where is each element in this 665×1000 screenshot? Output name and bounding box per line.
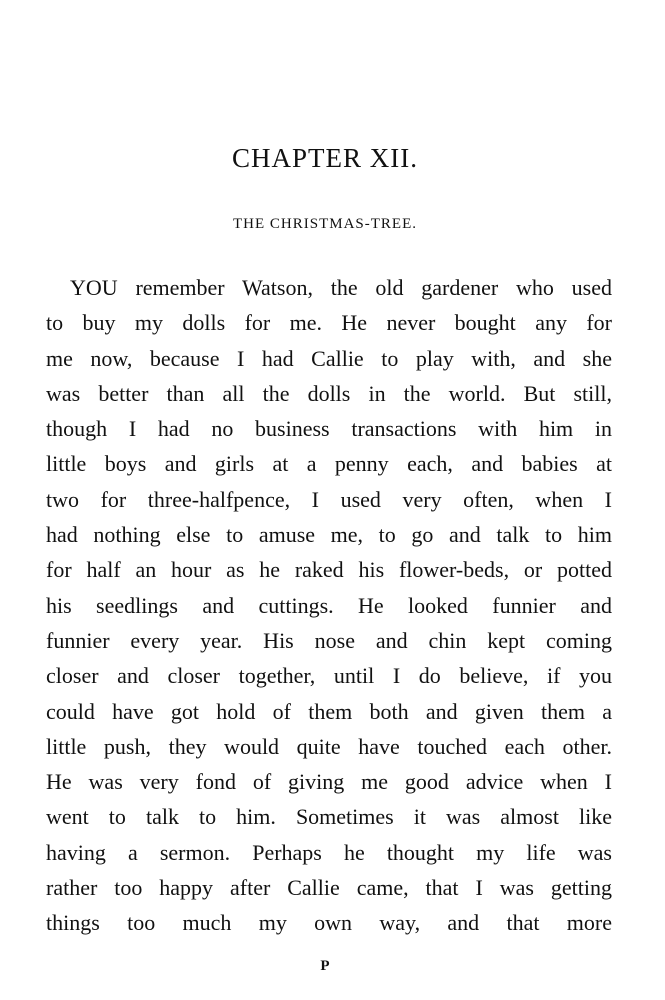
- text-line: He was very fond of giving me good advice when I: [46, 769, 612, 795]
- text-line: to buy my dolls for me. He never bought any for: [46, 310, 612, 336]
- chapter-title: CHAPTER XII.: [232, 143, 418, 173]
- text-line: had nothing else to amuse me, to go and talk to him: [46, 522, 612, 548]
- text-line: could have got hold of them both and given them a: [46, 698, 612, 724]
- text-line: YOU remember Watson, the old gardener who used: [70, 275, 612, 300]
- chapter-subtitle: THE CHRISTMAS-TREE.: [233, 216, 417, 232]
- body-text: [46, 270, 612, 941]
- text-line: having a sermon. Perhaps he thought my life was: [46, 839, 612, 865]
- text-line: rather too happy after Callie came, that I was getting: [46, 875, 612, 901]
- text-line: his seedlings and cuttings. He looked funnier and: [46, 592, 612, 618]
- text-line: funnier every year. His nose and chin kept coming: [46, 627, 612, 653]
- text-line: little boys and girls at a penny each, and babies at: [46, 451, 612, 477]
- text-line: little push, they would quite have touched each other.: [46, 733, 612, 759]
- text-line: was better than all the dolls in the world. But still,: [46, 380, 612, 406]
- signature-mark: P: [320, 958, 330, 974]
- text-line: though I had no business transactions with him in: [46, 416, 612, 442]
- text-line: closer and closer together, until I do believe, if you: [46, 663, 612, 689]
- text-line: for half an hour as he raked his flower-beds, or potted: [46, 557, 612, 583]
- text-line: things too much my own way, and that more: [46, 910, 612, 936]
- text-line: two for three-halfpence, I used very often, when I: [46, 486, 612, 512]
- text-line: me now, because I had Callie to play with, and she: [46, 345, 612, 371]
- text-line: went to talk to him. Sometimes it was almost like: [46, 804, 612, 830]
